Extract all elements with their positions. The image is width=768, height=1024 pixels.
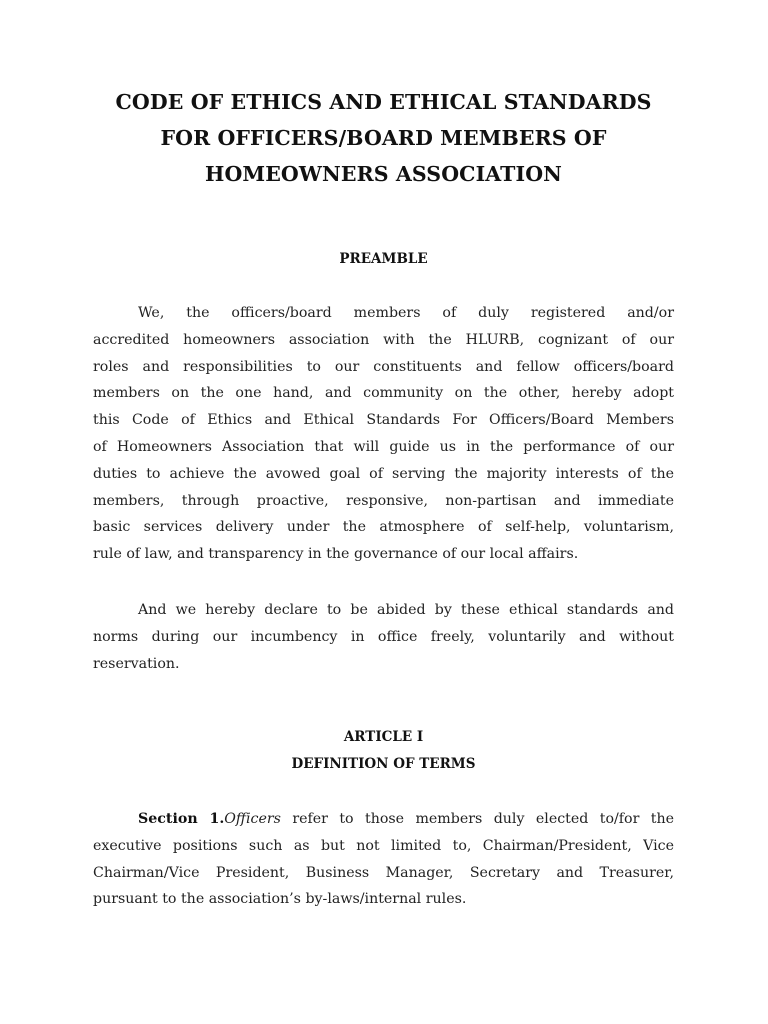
section-1-first-line-rest: refer to those members duly elected to/for the (280, 811, 674, 827)
text-line: Chairman/Vice President, Business Manager, Secretary and Treasurer, (93, 864, 674, 881)
text-line: duties to achieve the avowed goal of serving the majority interests of the (93, 465, 674, 482)
text-line: rule of law, and transparency in the governance of our local affairs. (93, 546, 579, 563)
article-1-subheading: DEFINITION OF TERMS (291, 756, 476, 772)
preamble-paragraph-2 (93, 597, 674, 677)
text-line: pursuant to the association’s by-laws/internal rules. (93, 891, 467, 908)
text-line: accredited homeowners association with the HLURB, cognizant of our (93, 331, 674, 348)
text-line: And we hereby declare to be abided by these ethical standards and (138, 602, 674, 618)
section-1-paragraph (93, 806, 674, 913)
text-line: of Homeowners Association that will guide us in the performance of our (93, 438, 674, 455)
text-line: roles and responsibilities to our constituents and fellow officers/board (93, 358, 674, 375)
text-line: members, through proactive, responsive, non-partisan and immediate (93, 492, 674, 509)
text-line: basic services delivery under the atmosphere of self-help, voluntarism, (93, 519, 674, 536)
title-line-1: CODE OF ETHICS AND ETHICAL STANDARDS (115, 90, 652, 114)
title-line-3: HOMEOWNERS ASSOCIATION (204, 162, 563, 186)
text-line: reservation. (93, 655, 180, 672)
section-1-label: Section 1. (138, 811, 225, 827)
section-1-term: Officers (224, 811, 281, 827)
text-line: norms during our incumbency in office freely, voluntarily and without (93, 628, 674, 645)
text-line (93, 806, 674, 833)
title-line-2: FOR OFFICERS/BOARD MEMBERS OF (160, 126, 607, 150)
document-title (93, 84, 674, 192)
preamble-paragraph-1 (93, 300, 674, 568)
text-line: executive positions such as but not limited to, Chairman/President, Vice (93, 837, 674, 854)
text-line: this Code of Ethics and Ethical Standards For Officers/Board Members (93, 412, 674, 429)
text-line: We, the officers/board members of duly registered and/or (138, 305, 674, 321)
preamble-heading: PREAMBLE (339, 251, 428, 267)
article-1-heading: ARTICLE I (343, 729, 424, 745)
text-line: members on the one hand, and community on the other, hereby adopt (93, 385, 674, 402)
